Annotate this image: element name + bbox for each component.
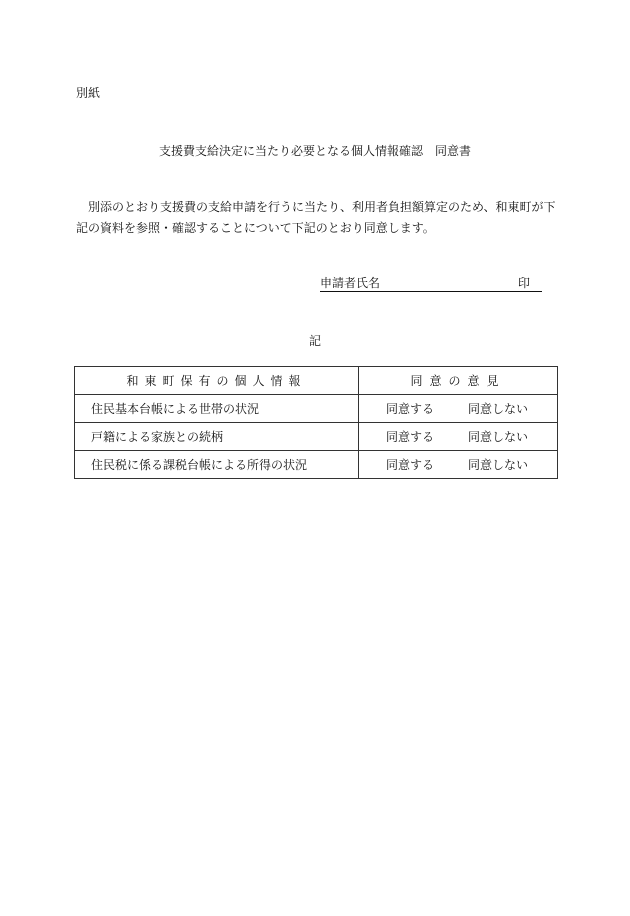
disagree-option[interactable]: 同意しない xyxy=(468,430,529,444)
table-row xyxy=(75,451,558,479)
row-item: 住民基本台帳による世帯の状況 xyxy=(75,395,359,423)
row-item: 住民税に係る課税台帳による所得の状況 xyxy=(75,451,359,479)
applicant-name-label: 申請者氏名 xyxy=(320,276,381,290)
agree-option[interactable]: 同意する xyxy=(386,430,435,444)
applicant-name-line[interactable] xyxy=(320,274,542,292)
agree-option[interactable]: 同意する xyxy=(386,458,435,472)
row-options xyxy=(359,451,558,479)
disagree-option[interactable]: 同意しない xyxy=(468,458,529,472)
row-item: 戸籍による家族との続柄 xyxy=(75,423,359,451)
table-row xyxy=(75,423,558,451)
attachment-label: 別紙 xyxy=(76,86,101,100)
agree-option[interactable]: 同意する xyxy=(386,402,435,416)
applicant-signature xyxy=(320,274,542,292)
header-personal-info: 和東町保有の個人情報 xyxy=(75,367,359,395)
consent-table xyxy=(74,366,558,479)
ki-heading: 記 xyxy=(308,334,321,348)
table-row xyxy=(75,395,558,423)
header-consent-opinion: 同意の意見 xyxy=(359,367,558,395)
body-line-2: 記の資料を参照・確認することについて下記のとおり同意します。 xyxy=(76,221,435,235)
disagree-option[interactable]: 同意しない xyxy=(468,402,529,416)
row-options xyxy=(359,423,558,451)
row-options xyxy=(359,395,558,423)
body-line-1: 別添のとおり支援費の支給申請を行うに当たり、利用者負担額算定のため、和東町が下 xyxy=(88,200,556,214)
seal-mark: 印 xyxy=(518,276,531,290)
document-title: 支援費支給決定に当たり必要となる個人情報確認 同意書 xyxy=(158,144,471,158)
table-header-row xyxy=(75,367,558,395)
